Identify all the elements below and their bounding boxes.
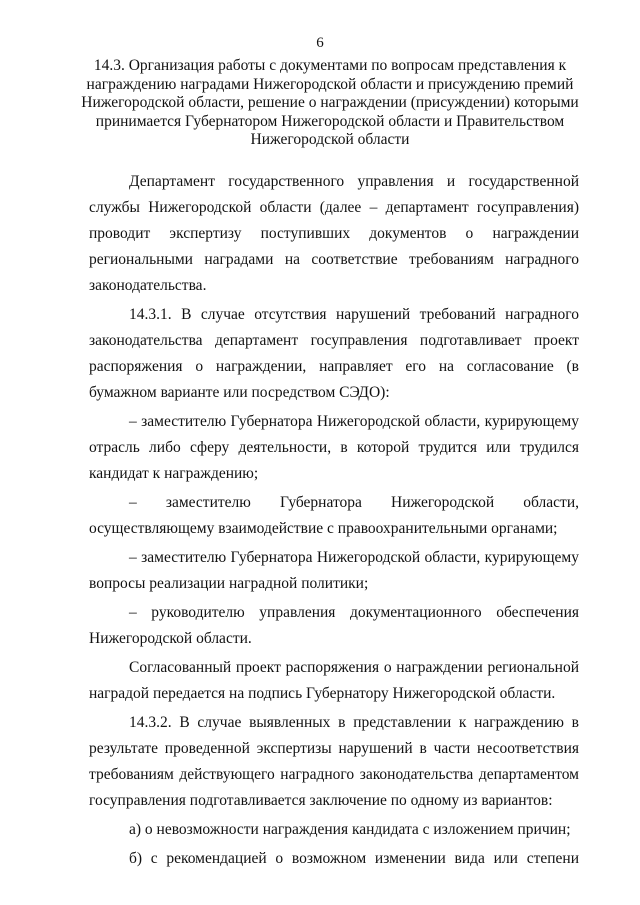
paragraph-14-3-1: 14.3.1. В случае отсутствия нарушений требований наградного законодательства департамент госуправления подготавливает проект распоряжения о награждении, направляет его на согласование (в бумажном варианте или посредством СЭДО): [89,306,579,401]
list-item-option-b: б) с рекомендацией о возможном изменении вида или степени [129,850,579,867]
paragraph-expertise: Департамент государственного управления и государственной службы Нижегородской области (далее – департамент госуправления) проводит экспертизу поступивших документов о награждении региональными наградами на соответствие требованиям наградного законодательства. [89,173,579,294]
list-item-deputy-governor-award-policy: – заместителю Губернатора Нижегородской области, курирующему вопросы реализации наградной политики; [89,549,579,592]
page-number: 6 [316,35,324,51]
section-heading: 14.3. Организация работы с документами по вопросам представления к награждению наградами Нижегородской области и присуждению премий Нижегородской области, решение о награждении (присуждении) которыми принимается Губернатором Нижегородской области и Правительством Нижегородской области [81,57,579,149]
list-item-deputy-governor-industry: – заместителю Губернатора Нижегородской области, курирующему отрасль либо сферу деятельности, в которой трудится или трудился кандидат к награждению; [89,413,579,482]
list-item-deputy-governor-law-enforcement: – заместителю Губернатора Нижегородской области, осуществляющему взаимодействие с правоохранительными органами; [89,494,579,537]
list-item-option-a: а) о невозможности награждения кандидата с изложением причин; [129,821,571,838]
paragraph-signature: Согласованный проект распоряжения о награждении региональной наградой передается на подпись Губернатору Нижегородской области. [89,659,579,702]
list-item-head-documentation-department: – руководителю управления документационного обеспечения Нижегородской области. [89,604,579,647]
paragraph-14-3-2: 14.3.2. В случае выявленных в представлении к награждению в результате проведенной экспертизы нарушений в части несоответствия требованиям действующего наградного законодательства департаментом госуправления подготавливается заключение по одному из вариантов: [89,714,579,809]
document-body [89,169,579,872]
